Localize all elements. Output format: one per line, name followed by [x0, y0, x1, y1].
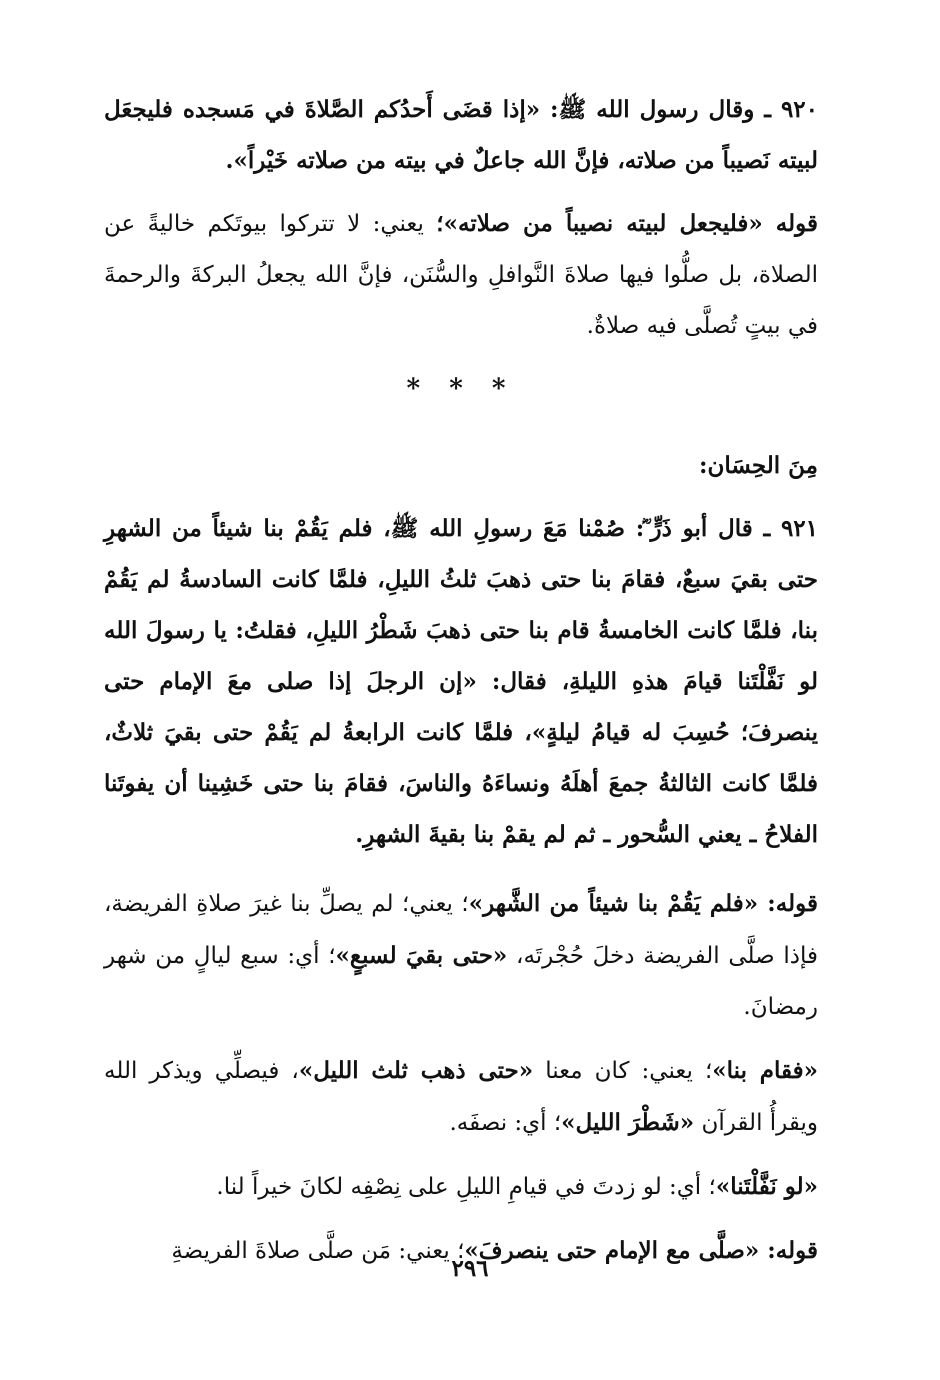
commentary-921-b-quote2: «حتى ذهب ثلث الليل»	[298, 1057, 534, 1084]
commentary-921-b-quote1: «فقام بنا»	[712, 1057, 819, 1084]
commentary-920	[104, 198, 818, 352]
commentary-921-a-quote2: «حتى بقيَ لسبعٍ»	[335, 942, 508, 969]
hadith-920-text: ٩٢٠ ـ وقال رسول الله ﷺ: «إذا قضَى أَحدُكم الصَّلاةَ في مَسجده فليجعَل لبيته نَصيباً من صلاته، فإنَّ الله جاعلٌ في بيته من صلاته خَيْراً».	[104, 96, 818, 174]
commentary-921-a-label: قوله:	[758, 890, 818, 917]
commentary-921-c-text: ؛ أي: لو زدتَ في قيامِ الليلِ على نِصْفِه لكانَ خيراً لنا.	[216, 1174, 716, 1200]
commentary-921-b-text2: ، فيصلِّي ويذكر الله ويقرأُ القرآن	[104, 1058, 818, 1136]
hadith-921	[104, 503, 818, 860]
commentary-921-a-quote1: «فلم يَقُمْ بنا شيئاً من الشَّهر»	[468, 890, 759, 917]
commentary-920-text: يعني: لا تتركوا بيوتَكم خاليةً عن الصلاة، بل صلُّوا فيها صلاةَ النَّوافلِ والسُّنَن، فإنَّ الله يجعلُ البركةَ والرحمةَ في بيتٍ تُصلَّى فيه صلاةٌ.	[104, 211, 818, 339]
commentary-921-a-text1: ؛ يعني؛ لم يصلِّ بنا غيرَ صلاةِ الفريضة، فإذا صلَّى الفريضة دخلَ حُجْرتَه،	[104, 891, 818, 969]
commentary-921-c	[104, 1161, 818, 1213]
hadith-920	[104, 84, 818, 186]
main-text	[104, 84, 818, 1277]
commentary-921-a-text2: ؛ أي: سبع ليالٍ من شهر رمضانَ.	[104, 943, 818, 1020]
hadith-921-text: ٩٢١ ـ قال أبو ذَرٍّ ؓ: صُمْنا مَعَ رسولِ الله ﷺ، فلم يَقُمْ بنا شيئاً من الشهرِ حتى بقيَ سبعٌ، فقامَ بنا حتى ذهبَ ثلثُ الليلِ، فلمَّا كانت السادسةُ لم يَقُمْ بنا، فلمَّا كانت الخامسةُ قام بنا حتى ذهبَ شَطْرُ الليلِ، فقلتُ: يا رسولَ الله لو نَفَّلْتَنا قيامَ هذهِ الليلةِ، فقال: «إن الرجلَ إذا صلى معَ الإمام حتى ينصرفَ؛ حُسِبَ له قيامُ ليلةٍ»، فلمَّا كانت الرابعةُ لم يَقُمْ حتى بقيَ ثلاثٌ، فلمَّا كانت الثالثةُ جمعَ أهلَهُ ونساءَهُ والناسَ، فقامَ بنا حتى خَشِينا أن يفوتَنا الفلاحُ ـ يعني السُّحور ـ ثم لم يقمْ بنا بقيةَ الشهرِ.	[104, 515, 818, 848]
page-number: ٢٩٦	[451, 1255, 489, 1282]
commentary-921-b-text1: ؛ يعني: كان معنا	[533, 1058, 713, 1084]
commentary-921-b-quote3: «شَطْرَ الليل»	[561, 1109, 695, 1136]
commentary-921-b	[104, 1045, 818, 1149]
commentary-921-d-text: ؛ يعني: مَن صلَّى صلاةَ الفريضةِ	[171, 1238, 465, 1264]
commentary-921-b-text3: ؛ أي: نصفَه.	[449, 1110, 562, 1136]
section-heading: مِنَ الحِسَان:	[699, 452, 818, 479]
commentary-921-d-quote: «صلَّى مع الإمام حتى ينصرفَ»	[464, 1237, 760, 1264]
commentary-921-d-label: قوله:	[759, 1237, 818, 1264]
commentary-921-a	[104, 878, 818, 1033]
commentary-920-quote: قوله «فليجعل لبيته نصيباً من صلاته»؛	[436, 210, 818, 237]
section-separator: * * *	[406, 374, 516, 404]
commentary-921-c-quote: «لو نَفَّلْتَنا»	[715, 1173, 818, 1200]
